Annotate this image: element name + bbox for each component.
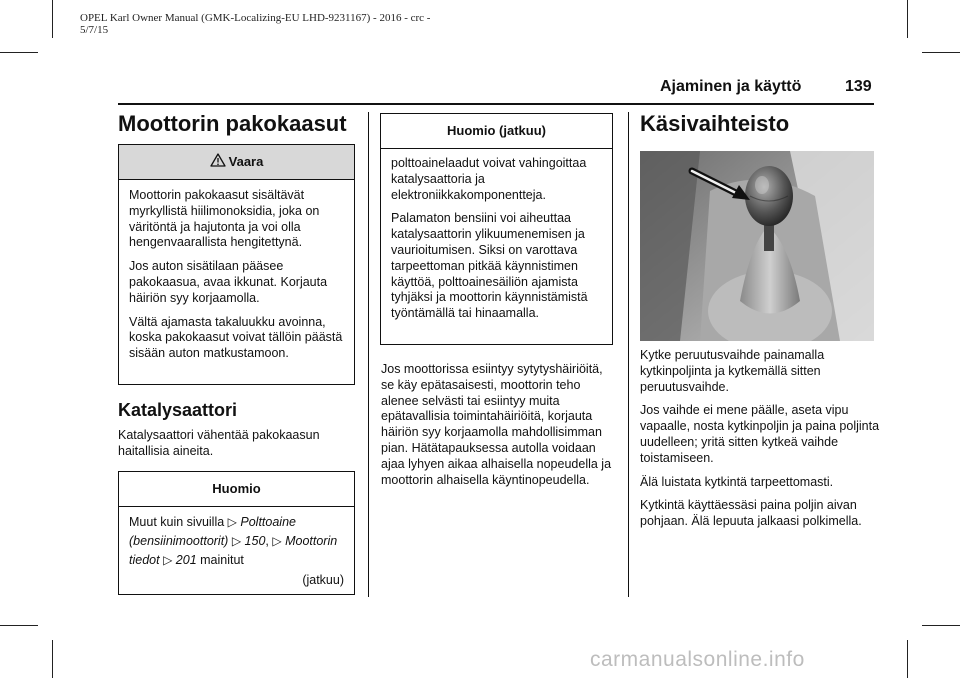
transmission-paragraph: Kytkintä käyttäessäsi paina poljin aivan pohjaan. Älä lepuuta jalkaasi polkimella.: [640, 498, 862, 529]
crop-mark: [922, 625, 960, 626]
page-ref-icon: ▷: [231, 534, 242, 548]
transmission-paragraph: Kytke peruutusvaihde painamalla kytkinpoljinta ja kytkemällä sitten peruutusvaihde.: [640, 348, 825, 394]
site-watermark: carmanualsonline.info: [590, 648, 805, 671]
transmission-paragraph: Jos vaihde ei mene päälle, aseta vipu vapaalle, nosta kytkinpoljin ja paina poljinta uudelleen; yritä sitten kytkeä vaihde toistamiseen.: [640, 403, 880, 465]
cross-reference-link[interactable]: Polttoaine (bensiinimoottorit): [129, 515, 296, 548]
notice-continued-body: [381, 149, 612, 322]
crop-mark: [52, 0, 53, 38]
warning-paragraph: Moottorin pakokaasut sisältävät myrkyllistä hiilimonoksidia, joka on väritöntä ja hajutonta ja voi olla hengenvaarallista hengitettynä.: [129, 188, 320, 250]
notice-text: mainitut: [200, 553, 244, 567]
crop-mark: [0, 52, 38, 53]
notice-continued-header: Huomio (jatkuu): [381, 114, 612, 149]
page-number: 139: [845, 78, 872, 95]
gear-lever-photo: [640, 151, 874, 341]
continued-label: (jatkuu): [302, 573, 344, 587]
notice-paragraph: polttoainelaadut voivat vahingoittaa katalysaattoria ja elektroniikkakomponentteja.: [391, 156, 587, 202]
subheading-catalyst: Katalysaattori: [118, 400, 238, 420]
warning-triangle-icon: [210, 153, 226, 167]
notice-box: [118, 471, 355, 595]
cross-reference-page[interactable]: 150: [244, 534, 266, 548]
notice-header: Huomio: [119, 472, 354, 507]
warning-body: [119, 180, 354, 362]
notice-continued-box: [380, 113, 613, 345]
catalyst-text: Katalysaattori vähentää pakokaasun haitallisia aineita.: [118, 428, 320, 458]
crop-mark: [907, 640, 908, 678]
notice-text: Muut kuin sivuilla: [129, 515, 225, 529]
notice-paragraph: Palamaton bensiini voi aiheuttaa katalysaattorin ylikuumenemisen ja vaurioitumisen. Siksi on varottava tarpeettoman pitkää käynnistimen käyttöä, polttoainesäiliön ajamista tyhjäksi ja moottorin käynnistämistä työntämällä tai hinaamalla.: [391, 211, 588, 321]
warning-paragraph: Vältä ajamasta takaluukku avoinna, koska pakokaasut voivat tällöin päästä sisään auton matkustamoon.: [129, 314, 343, 361]
transmission-paragraph: Älä luistata kytkintä tarpeettomasti.: [640, 474, 834, 489]
misfire-text: Jos moottorissa esiintyy sytytyshäiriöitä, se käy epätasaisesti, moottorin teho alenee selvästi tai esiintyy muita epätavallisia toimintahäiriöitä, korjauta häiriön syy korjaamolla mahdollisimman pian. Hätätapauksessa autolla voidaan ajaa lyhyen aikaa alhaisella nopeudella ja moottorin alhaisella käyntinopeudella.: [381, 362, 612, 487]
cross-reference-link[interactable]: Moottorin tiedot: [129, 534, 338, 567]
page-ref-icon: ▷: [272, 534, 282, 548]
cross-reference-page[interactable]: 201: [175, 553, 197, 567]
warning-paragraph: Jos auton sisätilaan pääsee pakokaasua, avaa ikkunat. Korjauta häiriön syy korjaamolla.: [129, 259, 328, 305]
notice-body: Muut kuin sivuilla ▷ Polttoaine (bensiinimoottorit) ▷ 150, ▷ Moottorin tiedot ▷ 201 mainitut (jatkuu): [119, 507, 354, 590]
misfire-paragraph: [381, 362, 616, 496]
crop-mark: [922, 52, 960, 53]
print-metadata-date: 5/7/15: [80, 24, 109, 36]
running-header-title: Ajaminen ja käyttö: [660, 78, 802, 95]
transmission-text: [640, 348, 880, 538]
crop-mark: [52, 640, 53, 678]
page-ref-icon: ▷: [227, 515, 237, 529]
section-heading-manual-transmission: Käsivaihteisto: [640, 111, 790, 136]
warning-box: [118, 144, 355, 385]
section-heading-exhaust: Moottorin pakokaasut: [118, 111, 347, 136]
gear-lever-illustration: [640, 151, 874, 341]
warning-header: [119, 145, 354, 180]
column-divider: [368, 112, 369, 597]
page-ref-icon: ▷: [163, 553, 173, 567]
print-metadata-line: OPEL Karl Owner Manual (GMK-Localizing-EU LHD-9231167) - 2016 - crc -: [80, 12, 431, 24]
print-metadata: [80, 12, 430, 36]
header-rule: [118, 103, 874, 105]
column-divider: [628, 112, 629, 597]
warning-title: Vaara: [228, 154, 264, 169]
catalyst-paragraph: [118, 428, 360, 468]
crop-mark: [907, 0, 908, 38]
crop-mark: [0, 625, 38, 626]
